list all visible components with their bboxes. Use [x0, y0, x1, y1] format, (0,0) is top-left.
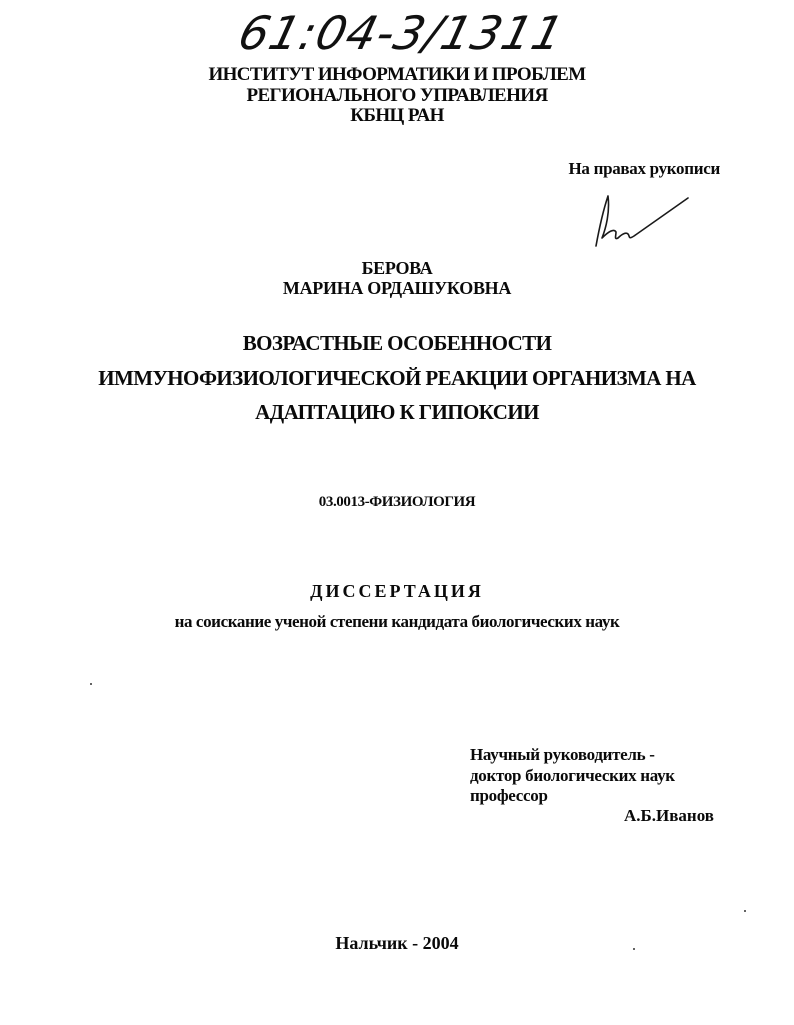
supervisor-line-1: Научный руководитель -	[470, 745, 655, 764]
scan-speck	[90, 683, 92, 685]
institute-line-2: РЕГИОНАЛЬНОГО УПРАВЛЕНИЯ	[246, 85, 548, 106]
specialty: 03.0013-ФИЗИОЛОГИЯ	[318, 494, 476, 510]
archive-code-handwritten: 61:04-3/1311	[233, 6, 570, 60]
signature-icon	[588, 188, 698, 258]
rights-note: На правах рукописи	[568, 159, 720, 178]
supervisor-line-2: доктор биологических наук	[470, 766, 675, 785]
supervisor-name: А.Б.Иванов	[624, 806, 714, 825]
city-year: Нальчик - 2004	[335, 933, 459, 953]
title-line-2: ИММУНОФИЗИОЛОГИЧЕСКОЙ РЕАКЦИИ ОРГАНИЗМА НА	[98, 366, 696, 390]
institute-line-3: КБНЦ РАН	[350, 105, 444, 126]
degree-line: на соискание ученой степени кандидата биологических наук	[174, 612, 620, 631]
institute-line-1: ИНСТИТУТ ИНФОРМАТИКИ И ПРОБЛЕМ	[208, 64, 586, 85]
title-line-1: ВОЗРАСТНЫЕ ОСОБЕННОСТИ	[242, 331, 552, 355]
scan-speck	[744, 910, 746, 912]
supervisor-line-3: профессор	[470, 786, 548, 805]
document-type: ДИССЕРТАЦИЯ	[310, 581, 484, 601]
scan-speck	[633, 948, 635, 950]
author-given-names: МАРИНА ОРДАШУКОВНА	[282, 278, 512, 298]
author-surname: БЕРОВА	[361, 258, 433, 278]
title-line-3: АДАПТАЦИЮ К ГИПОКСИИ	[255, 400, 539, 424]
